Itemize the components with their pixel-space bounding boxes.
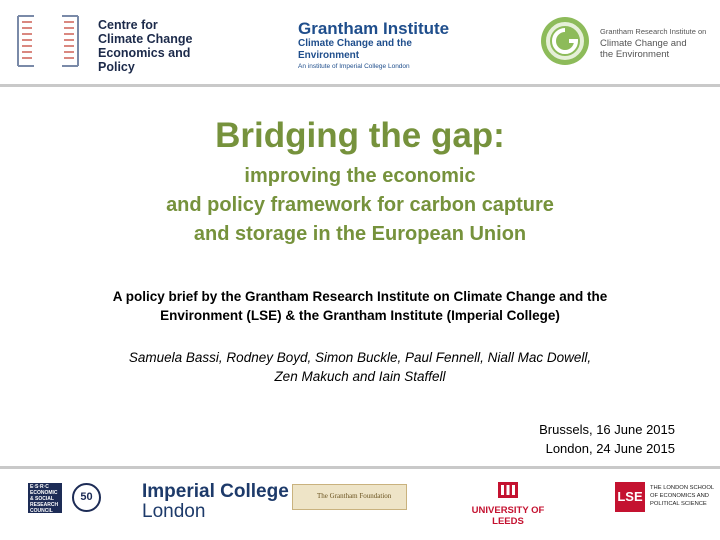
- gi-title: Grantham Institute: [298, 19, 450, 38]
- presentation-dates: [539, 420, 675, 458]
- cccep-line-2: Climate Change: [98, 32, 193, 46]
- header-divider: [0, 84, 720, 87]
- authors-line-1: Samuela Bassi, Rodney Boyd, Simon Buckle, Paul Fennell, Niall Mac Dowell,: [128, 350, 592, 365]
- leeds-name: UNIVERSITY OF LEEDS: [471, 505, 545, 527]
- slide-subtitle: [0, 162, 720, 249]
- gri-line-1: Grantham Research Institute on: [600, 27, 707, 36]
- authors: [0, 348, 720, 386]
- gri-line-3: the Environment: [600, 49, 670, 60]
- cccep-line-1: Centre for: [98, 18, 158, 32]
- cccep-bracket-right-icon: [60, 14, 82, 68]
- cccep-name: [98, 18, 214, 74]
- lse-logo-mark: LSE: [615, 482, 645, 512]
- grantham-institute-logo: [298, 20, 468, 68]
- authors-line-2: Zen Makuch and Iain Staffell: [274, 369, 446, 384]
- esrc-logo: [28, 483, 62, 513]
- lse-line-1: THE LONDON SCHOOL: [650, 485, 715, 491]
- subtitle-line-3: and storage in the European Union: [193, 223, 527, 245]
- brief-line-1: A policy brief by the Grantham Research Institute on Climate Change and the: [112, 289, 608, 304]
- footer-divider: [0, 466, 720, 469]
- subtitle-line-2: and policy framework for carbon capture: [166, 194, 554, 216]
- lse-line-2: OF ECONOMICS AND: [650, 493, 709, 499]
- cccep-logo: [14, 14, 214, 74]
- imperial-college-logo: [142, 482, 289, 522]
- grantham-foundation-text: The Grantham Foundation: [317, 492, 392, 500]
- date-london: London, 24 June 2015: [545, 441, 675, 456]
- subtitle-line-1: improving the economic: [244, 165, 476, 187]
- brief-line-2: Environment (LSE) & the Grantham Institute (Imperial College): [160, 308, 560, 323]
- cccep-line-3: Economics and Policy: [98, 46, 191, 74]
- imperial-line-1: Imperial College: [142, 481, 289, 502]
- imperial-line-2: London: [142, 501, 206, 522]
- gi-tagline: An institute of Imperial College London: [298, 63, 410, 70]
- date-brussels: Brussels, 16 June 2015: [539, 422, 675, 437]
- leeds-crest-icon: [498, 482, 518, 498]
- university-of-leeds-logo: [458, 482, 558, 527]
- gri-name: [600, 26, 715, 61]
- grantham-foundation-logo: [292, 484, 407, 510]
- slide-title: Bridging the gap:: [215, 116, 505, 155]
- esrc-line-3: & SOCIAL: [30, 496, 54, 502]
- esrc-line-4: RESEARCH: [30, 502, 59, 508]
- lse-line-3: POLITICAL SCIENCE: [650, 501, 707, 507]
- esrc-line-2: ECONOMIC: [30, 490, 58, 496]
- esrc-50-badge: 50: [72, 483, 101, 512]
- lse-name: [650, 484, 714, 508]
- cccep-bracket-left-icon: [14, 14, 36, 68]
- gi-subtitle: Climate Change and the Environment: [298, 38, 412, 61]
- esrc-line-1: E·S·R·C: [30, 484, 49, 490]
- gri-globe-icon: [540, 16, 590, 66]
- esrc-line-5: COUNCIL: [30, 508, 53, 514]
- policy-brief-statement: [0, 287, 720, 325]
- gri-line-2: Climate Change and: [600, 37, 687, 49]
